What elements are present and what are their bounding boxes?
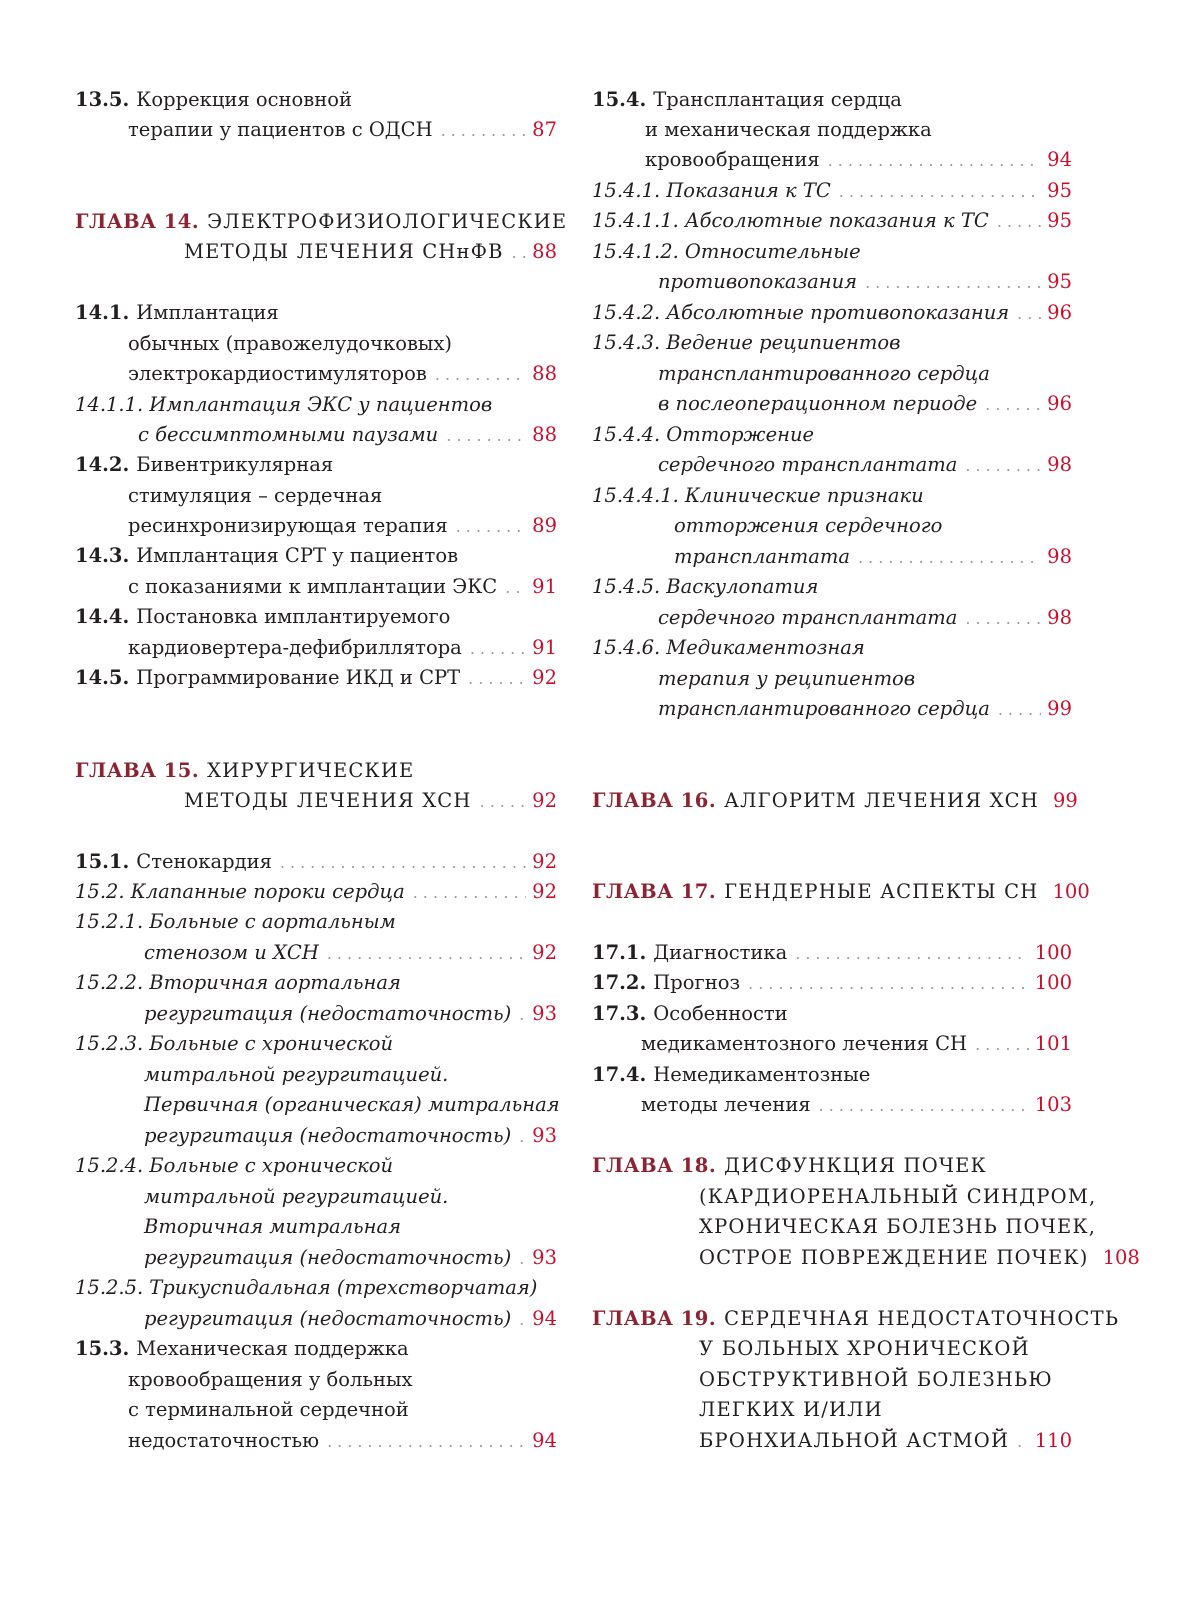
toc-entry-153-l1 xyxy=(75,1334,557,1364)
dot-leader xyxy=(280,848,526,878)
chapter-title: ГЕНДЕРНЫЕ АСПЕКТЫ СН xyxy=(724,880,1039,903)
section-title: Относительные xyxy=(684,240,861,263)
section-number: 15.4. xyxy=(592,88,647,111)
section-title: Немедикаментозные xyxy=(653,1063,871,1086)
section-title: Больные с хронической xyxy=(149,1032,394,1055)
toc-entry-152-l1 xyxy=(75,877,557,907)
section-title: Первичная (органическая) митральная xyxy=(144,1093,560,1116)
section-title: кровообращения у больных xyxy=(128,1368,413,1391)
section-title: с бессимптомными паузами xyxy=(138,423,439,446)
chapter-title: БРОНХИАЛЬНОЙ АСТМОЙ xyxy=(699,1429,1010,1452)
page-number: 87 xyxy=(532,118,557,141)
page-number: 100 xyxy=(1052,880,1090,903)
chapter-ch14-l2 xyxy=(75,237,557,267)
toc-entry-1546-l1 xyxy=(592,633,1072,663)
page-number: 92 xyxy=(532,666,557,689)
toc-entry-142-l3 xyxy=(75,511,557,541)
section-title: регургитация (недостаточность) xyxy=(144,1246,512,1269)
dot-leader xyxy=(519,1000,526,1030)
section-title: Больные с хронической xyxy=(149,1154,394,1177)
section-title: терапия у реципиентов xyxy=(658,667,916,690)
section-title: Трикуспидальная (трехстворчатая) xyxy=(149,1276,538,1299)
section-title: кровообращения xyxy=(645,148,820,171)
section-title: кардиовертера-дефибриллятора xyxy=(128,636,462,659)
chapter-ch19-l2 xyxy=(592,1334,1072,1364)
dot-leader xyxy=(1017,299,1041,329)
section-title: трансплантата xyxy=(674,545,851,568)
dot-leader xyxy=(505,573,526,603)
section-title: Васкулопатия xyxy=(666,575,819,598)
section-title: ресинхронизирующая терапия xyxy=(128,514,448,537)
section-title: Больные с аортальным xyxy=(149,910,396,933)
dot-leader xyxy=(795,939,1029,969)
chapter-title: ОБСТРУКТИВНОЙ БОЛЕЗНЬЮ xyxy=(699,1368,1053,1391)
toc-entry-171-l1 xyxy=(592,938,1072,968)
toc-entry-15411-l1 xyxy=(592,206,1072,236)
section-title: трансплантированного сердца xyxy=(658,362,990,385)
section-title: Трансплантация сердца xyxy=(653,88,902,111)
section-number: 15.4.4. xyxy=(592,423,661,446)
section-number: 14.1. xyxy=(75,301,130,324)
section-title: сердечного трансплантата xyxy=(658,606,958,629)
dot-leader xyxy=(468,664,526,694)
page-number: 96 xyxy=(1047,392,1072,415)
chapter-ch18-l4 xyxy=(592,1243,1140,1273)
page-number: 95 xyxy=(1047,179,1072,202)
chapter-title: ЛЕГКИХ И/ИЛИ xyxy=(699,1398,883,1421)
page-number: 94 xyxy=(1047,148,1072,171)
toc-entry-1522-l1 xyxy=(75,968,557,998)
dot-leader xyxy=(446,421,526,451)
section-title: сердечного трансплантата xyxy=(658,453,958,476)
chapter-ch18-l2 xyxy=(592,1182,1097,1212)
dot-leader xyxy=(519,1305,526,1335)
toc-entry-142-l1 xyxy=(75,450,557,480)
section-title: митральной регургитацией. xyxy=(144,1063,449,1086)
page-number: 94 xyxy=(532,1307,557,1330)
dot-leader xyxy=(512,238,527,268)
toc-entry-1523-l1 xyxy=(75,1029,557,1059)
chapter-title: ОСТРОЕ ПОВРЕЖДЕНИЕ ПОЧЕК) xyxy=(699,1246,1089,1269)
page-number: 93 xyxy=(532,1246,557,1269)
section-number: 17.4. xyxy=(592,1063,647,1086)
page-number: 92 xyxy=(532,941,557,964)
chapter-ch19-l1 xyxy=(592,1304,1120,1334)
toc-entry-1524-l2 xyxy=(75,1182,557,1212)
chapter-title: ЭЛЕКТРОФИЗИОЛОГИЧЕСКИЕ xyxy=(207,210,568,233)
page-number: 92 xyxy=(532,850,557,873)
page-number: 89 xyxy=(532,514,557,537)
page-number: 93 xyxy=(532,1002,557,1025)
section-title: Механическая поддержка xyxy=(136,1337,409,1360)
dot-leader xyxy=(519,1244,526,1274)
chapter-ch15-l1 xyxy=(75,756,557,786)
dot-leader xyxy=(839,177,1041,207)
dot-leader xyxy=(441,116,527,146)
section-title: противопоказания xyxy=(658,270,858,293)
toc-entry-142-l2 xyxy=(75,481,557,511)
chapter-label: ГЛАВА 18. xyxy=(592,1154,717,1177)
toc-entry-1521-l2 xyxy=(75,938,557,968)
section-number: 13.5. xyxy=(75,88,130,111)
page-number: 110 xyxy=(1034,1429,1072,1452)
toc-entry-1544-l2 xyxy=(592,450,1072,480)
dot-leader xyxy=(748,969,1029,999)
section-number: 15.4.6. xyxy=(592,636,661,659)
section-title: стимуляция – сердечная xyxy=(128,484,383,507)
chapter-ch16-l1 xyxy=(592,786,1078,816)
toc-entry-1542-l1 xyxy=(592,298,1072,328)
section-number: 14.2. xyxy=(75,453,130,476)
section-title: Постановка имплантируемого xyxy=(136,605,451,628)
dot-leader xyxy=(865,268,1041,298)
toc-entry-1525-l1 xyxy=(75,1273,557,1303)
section-title: с терминальной сердечной xyxy=(128,1398,409,1421)
page-number: 100 xyxy=(1034,971,1072,994)
section-number: 15.2.2. xyxy=(75,971,144,994)
section-title: Медикаментозная xyxy=(666,636,865,659)
section-number: 14.5. xyxy=(75,666,130,689)
page-number: 99 xyxy=(1053,789,1078,812)
toc-entry-145-l1 xyxy=(75,663,557,693)
page-number: 96 xyxy=(1047,301,1072,324)
dot-leader xyxy=(480,787,527,817)
dot-leader xyxy=(819,1091,1029,1121)
page-number: 91 xyxy=(532,575,557,598)
section-title: обычных (правожелудочковых) xyxy=(128,332,453,355)
section-title: с показаниями к имплантации ЭКС xyxy=(128,575,498,598)
toc-entry-1545-l1 xyxy=(592,572,1072,602)
page-number: 88 xyxy=(532,240,557,263)
toc-entry-135-l2 xyxy=(75,115,557,145)
toc-entry-153-l4 xyxy=(75,1426,557,1456)
page-number: 99 xyxy=(1047,697,1072,720)
page-number: 88 xyxy=(532,423,557,446)
section-title: терапии у пациентов с ОДСН xyxy=(128,118,433,141)
toc-entry-141-l1 xyxy=(75,298,557,328)
toc-entry-174-l1 xyxy=(592,1060,1072,1090)
toc-entry-172-l1 xyxy=(592,968,1072,998)
section-number: 15.1. xyxy=(75,850,130,873)
chapter-title: МЕТОДЫ ЛЕЧЕНИЯ ХСН xyxy=(184,789,472,812)
page-number: 95 xyxy=(1047,209,1072,232)
chapter-title: МЕТОДЫ ЛЕЧЕНИЯ СНнФВ xyxy=(184,240,504,263)
section-title: Прогноз xyxy=(653,971,741,994)
toc-entry-1524-l3 xyxy=(75,1212,557,1242)
chapter-label: ГЛАВА 16. xyxy=(592,789,717,812)
toc-entry-143-l2 xyxy=(75,572,557,602)
chapter-title: ХИРУРГИЧЕСКИЕ xyxy=(207,759,415,782)
chapter-ch19-l3 xyxy=(592,1365,1072,1395)
page-number: 94 xyxy=(532,1429,557,1452)
toc-entry-173-l1 xyxy=(592,999,1072,1029)
toc-entry-1522-l2 xyxy=(75,999,557,1029)
dot-leader xyxy=(413,878,526,908)
toc-entry-1524-l1 xyxy=(75,1151,557,1181)
toc-entry-1544-l1 xyxy=(592,420,1072,450)
dot-leader xyxy=(965,604,1041,634)
chapter-title: СЕРДЕЧНАЯ НЕДОСТАТОЧНОСТЬ xyxy=(724,1307,1120,1330)
section-title: Клапанные пороки сердца xyxy=(130,880,405,903)
chapter-ch19-l4 xyxy=(592,1395,1072,1425)
section-title: Программирование ИКД и СРТ xyxy=(136,666,461,689)
dot-leader xyxy=(998,695,1041,725)
toc-entry-15412-l1 xyxy=(592,237,1072,267)
section-title: Абсолютные показания к ТС xyxy=(684,209,989,232)
toc-entry-1523-l4 xyxy=(75,1121,557,1151)
toc-entry-15441-l2 xyxy=(592,511,1072,541)
section-title: Показания к ТС xyxy=(666,179,831,202)
toc-entry-1521-l1 xyxy=(75,907,557,937)
section-number: 15.2.4. xyxy=(75,1154,144,1177)
section-title: методы лечения xyxy=(641,1093,811,1116)
dot-leader xyxy=(965,451,1041,481)
section-title: регургитация (недостаточность) xyxy=(144,1124,512,1147)
section-number: 15.4.1.1. xyxy=(592,209,679,232)
section-number: 17.2. xyxy=(592,971,647,994)
section-number: 15.2. xyxy=(75,880,125,903)
toc-entry-144-l1 xyxy=(75,602,557,632)
page-number: 108 xyxy=(1102,1246,1140,1269)
dot-leader xyxy=(470,634,526,664)
section-number: 17.1. xyxy=(592,941,647,964)
dot-leader xyxy=(828,146,1041,176)
dot-leader xyxy=(327,1427,526,1457)
toc-entry-143-l1 xyxy=(75,541,557,571)
section-title: Особенности xyxy=(653,1002,788,1025)
section-title: в послеоперационном периоде xyxy=(658,392,978,415)
section-title: митральной регургитацией. xyxy=(144,1185,449,1208)
page-number: 101 xyxy=(1034,1032,1072,1055)
section-number: 14.1.1. xyxy=(75,393,144,416)
section-title: отторжения сердечного xyxy=(674,514,943,537)
section-title: Имплантация ЭКС у пациентов xyxy=(149,393,493,416)
chapter-label: ГЛАВА 19. xyxy=(592,1307,717,1330)
chapter-ch19-l5 xyxy=(592,1426,1072,1456)
toc-entry-173-l2 xyxy=(592,1029,1072,1059)
toc-entry-141-l2 xyxy=(75,329,557,359)
page-number: 95 xyxy=(1047,270,1072,293)
section-number: 15.2.3. xyxy=(75,1032,144,1055)
page-number: 92 xyxy=(532,880,557,903)
toc-entry-135-l1 xyxy=(75,85,557,115)
section-title: Стенокардия xyxy=(136,850,272,873)
chapter-label: ГЛАВА 14. xyxy=(75,210,200,233)
page-number: 93 xyxy=(532,1124,557,1147)
section-title: трансплантированного сердца xyxy=(658,697,990,720)
section-title: Клинические признаки xyxy=(684,484,924,507)
chapter-title: ДИСФУНКЦИЯ ПОЧЕК xyxy=(724,1154,987,1177)
toc-entry-153-l2 xyxy=(75,1365,557,1395)
section-number: 15.4.3. xyxy=(592,331,661,354)
page-number: 88 xyxy=(532,362,557,385)
toc-entry-1411-l1 xyxy=(75,390,557,420)
dot-leader xyxy=(327,939,526,969)
toc-entry-1545-l2 xyxy=(592,603,1072,633)
section-number: 15.4.1.2. xyxy=(592,240,679,263)
toc-entry-1546-l3 xyxy=(592,694,1072,724)
toc-entry-144-l2 xyxy=(75,633,557,663)
dot-leader xyxy=(997,207,1041,237)
section-number: 15.4.4.1. xyxy=(592,484,679,507)
toc-entry-1543-l2 xyxy=(592,359,1072,389)
section-title: Диагностика xyxy=(653,941,788,964)
section-number: 14.4. xyxy=(75,605,130,628)
chapter-ch18-l1 xyxy=(592,1151,1072,1181)
toc-entry-15441-l1 xyxy=(592,481,1072,511)
toc-entry-1541-l1 xyxy=(592,176,1072,206)
section-title: и механическая поддержка xyxy=(645,118,932,141)
page-number: 91 xyxy=(532,636,557,659)
chapter-title: (КАРДИОРЕНАЛЬНЫЙ СИНДРОМ, xyxy=(699,1185,1097,1208)
section-title: Бивентрикулярная xyxy=(136,453,334,476)
section-title: Имплантация xyxy=(136,301,279,324)
toc-entry-154-l2 xyxy=(592,115,1072,145)
section-title: Коррекция основной xyxy=(136,88,352,111)
toc-entry-1543-l3 xyxy=(592,389,1072,419)
toc-entry-1525-l2 xyxy=(75,1304,557,1334)
toc-entry-1543-l1 xyxy=(592,328,1072,358)
page-number: 103 xyxy=(1034,1093,1072,1116)
chapter-ch15-l2 xyxy=(75,786,557,816)
toc-entry-1524-l4 xyxy=(75,1243,557,1273)
section-title: регургитация (недостаточность) xyxy=(144,1307,512,1330)
chapter-ch18-l3 xyxy=(592,1212,1097,1242)
section-number: 15.2.1. xyxy=(75,910,144,933)
section-number: 15.3. xyxy=(75,1337,130,1360)
toc-entry-1546-l2 xyxy=(592,664,1072,694)
toc-entry-1523-l2 xyxy=(75,1060,557,1090)
section-title: Вторичная митральная xyxy=(144,1215,402,1238)
chapter-label: ГЛАВА 15. xyxy=(75,759,200,782)
dot-leader xyxy=(435,360,526,390)
section-title: недостаточностью xyxy=(128,1429,320,1452)
section-title: Ведение реципиентов xyxy=(666,331,901,354)
dot-leader xyxy=(519,1122,526,1152)
chapter-label: ГЛАВА 17. xyxy=(592,880,717,903)
dot-leader xyxy=(1017,1427,1029,1457)
section-title: медикаментозного лечения СН xyxy=(641,1032,968,1055)
page-number: 98 xyxy=(1047,453,1072,476)
page-number: 98 xyxy=(1047,545,1072,568)
toc-entry-15441-l3 xyxy=(592,542,1072,572)
toc-entry-154-l1 xyxy=(592,85,1072,115)
section-title: регургитация (недостаточность) xyxy=(144,1002,512,1025)
section-number: 15.4.2. xyxy=(592,301,661,324)
section-title: Вторичная аортальная xyxy=(149,971,401,994)
chapter-title: АЛГОРИТМ ЛЕЧЕНИЯ ХСН xyxy=(724,789,1039,812)
section-title: электрокардиостимуляторов xyxy=(128,362,427,385)
toc-entry-151-l1 xyxy=(75,847,557,877)
page-number: 92 xyxy=(532,789,557,812)
section-title: стенозом и ХСН xyxy=(144,941,319,964)
chapter-ch14-l1 xyxy=(75,207,568,237)
page-number: 100 xyxy=(1034,941,1072,964)
toc-entry-15412-l2 xyxy=(592,267,1072,297)
section-title: Имплантация СРТ у пациентов xyxy=(136,544,459,567)
section-number: 15.4.1. xyxy=(592,179,661,202)
toc-entry-1411-l2 xyxy=(75,420,557,450)
section-title: Абсолютные противопоказания xyxy=(666,301,1010,324)
section-number: 15.4.5. xyxy=(592,575,661,598)
chapter-title: ХРОНИЧЕСКАЯ БОЛЕЗНЬ ПОЧЕК, xyxy=(699,1215,1097,1238)
dot-leader xyxy=(858,543,1041,573)
dot-leader xyxy=(456,512,526,542)
section-title: Отторжение xyxy=(666,423,815,446)
toc-entry-1523-l3 xyxy=(75,1090,560,1120)
dot-leader xyxy=(975,1030,1029,1060)
section-number: 17.3. xyxy=(592,1002,647,1025)
toc-entry-154-l3 xyxy=(592,145,1072,175)
section-number: 15.2.5. xyxy=(75,1276,144,1299)
dot-leader xyxy=(985,390,1041,420)
section-number: 14.3. xyxy=(75,544,130,567)
toc-entry-141-l3 xyxy=(75,359,557,389)
chapter-ch17-l1 xyxy=(592,877,1090,907)
toc-entry-153-l3 xyxy=(75,1395,557,1425)
toc-entry-174-l2 xyxy=(592,1090,1072,1120)
page-number: 98 xyxy=(1047,606,1072,629)
chapter-title: У БОЛЬНЫХ ХРОНИЧЕСКОЙ xyxy=(699,1337,1030,1360)
